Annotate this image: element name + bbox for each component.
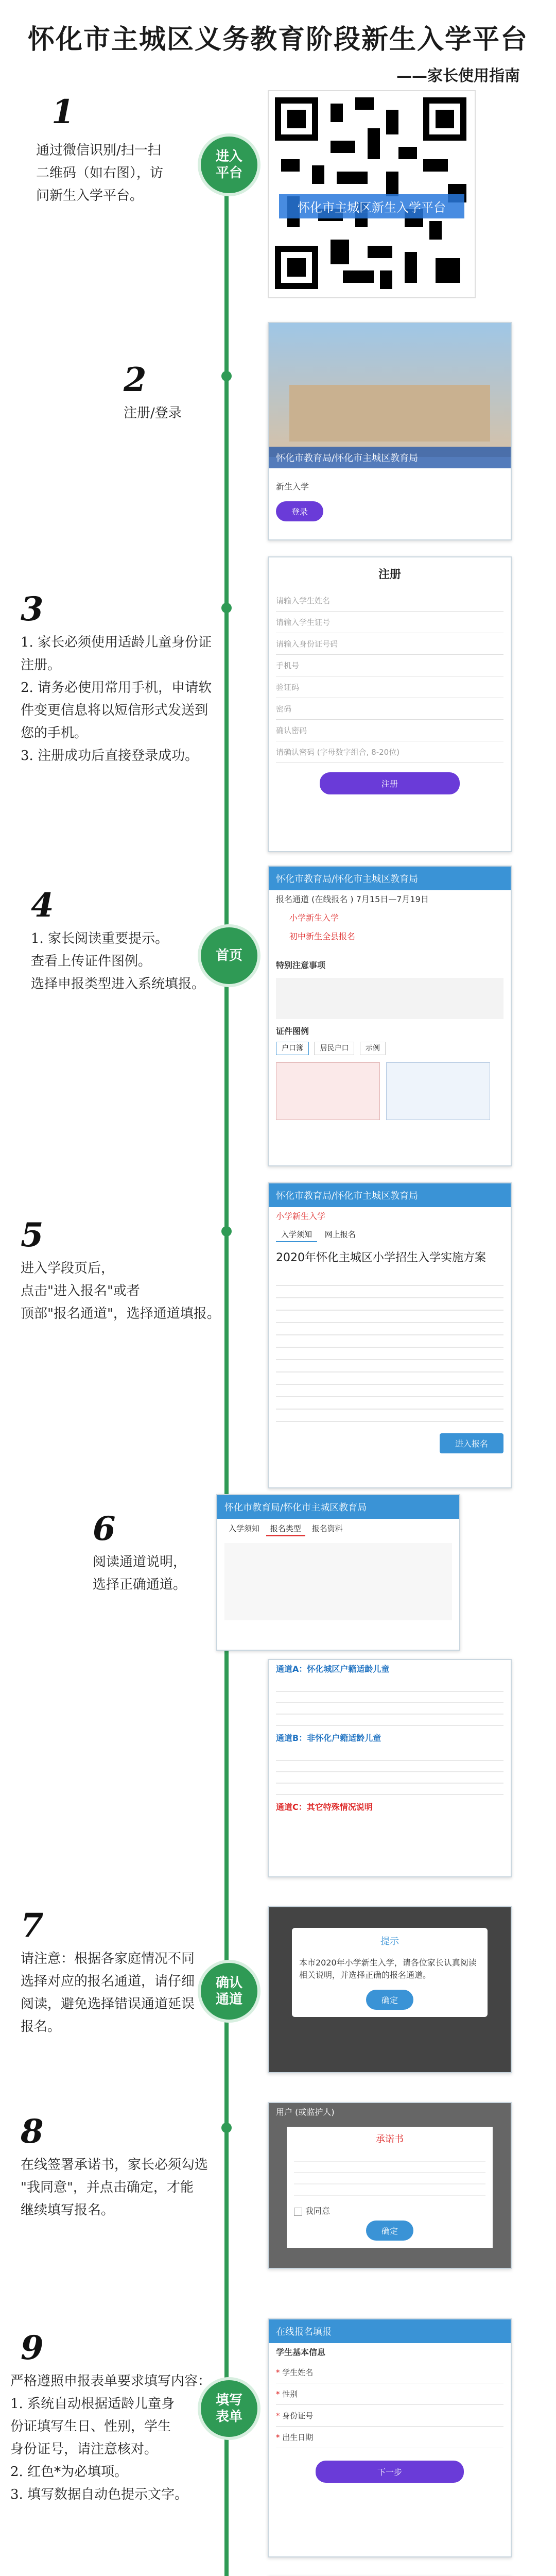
- home-tab-example[interactable]: 示例: [360, 1042, 386, 1055]
- promise-checkbox[interactable]: [294, 2208, 302, 2216]
- step-1-description: 通过微信识别/扫一扫 二维码（如右图），访 问新生入学平台。: [36, 143, 164, 204]
- step-4-number: 4: [31, 886, 54, 925]
- home-tab-resident[interactable]: 居民户口: [314, 1042, 354, 1055]
- promise-agree-label: 我同意: [305, 2206, 331, 2216]
- step-2-description: 注册/登录: [124, 405, 182, 421]
- screen-home: [268, 866, 512, 1166]
- promise-ok-button[interactable]: 确定: [366, 2221, 413, 2241]
- home-header: 怀化市教育局/怀化市主城区教育局: [269, 867, 511, 890]
- screen-register: [268, 556, 512, 852]
- doc-sample-2: [386, 1062, 490, 1120]
- step-3-dot: [221, 603, 232, 613]
- register-button[interactable]: 注册: [320, 772, 460, 794]
- qr-label: 怀化市主城区新生入学平台: [279, 194, 464, 218]
- stage-subtitle: 小学新生入学: [276, 1211, 326, 1221]
- step-6-description: 阅读通道说明， 选择正确通道。: [93, 1554, 187, 1592]
- step-6-number: 6: [93, 1510, 116, 1548]
- screen-channel-list: [268, 1659, 512, 1877]
- step-4-node: 首页: [201, 927, 257, 984]
- page-title: 怀化市主城区义务教育阶段新生入学平台: [27, 24, 528, 55]
- qr-code[interactable]: [268, 90, 476, 298]
- home-tab-hukou[interactable]: 户口簿: [276, 1042, 309, 1055]
- step-9-node: 填写 表单: [201, 2380, 257, 2437]
- home-channel-middle[interactable]: 初中新生全县报名: [289, 931, 356, 941]
- step-5-number: 5: [21, 1216, 44, 1255]
- channel-tab-notice[interactable]: 入学须知: [229, 1524, 260, 1533]
- screen-form: 在线报名填报 学生基本信息 * 学生姓名 * 性别 * 身份证号 * 出生日期 下一步: [268, 2318, 512, 2557]
- home-channel-label: 报名通道 (在线报名 ) 7月15日—7月19日: [276, 894, 429, 904]
- register-field-phone[interactable]: 手机号: [276, 655, 503, 676]
- register-field-hint: 请确认密码 (字母数字组合, 8-20位): [276, 741, 503, 763]
- register-title: 注册: [378, 568, 401, 581]
- screen-promise: [268, 2102, 512, 2269]
- confirm-text: 本市2020年小学新生入学，请各位家长认真阅读相关说明，并选择正确的报名通道。: [299, 1958, 477, 1980]
- channel-tab-body: [224, 1543, 452, 1620]
- step-9-description: 严格遵照申报表单要求填写内容： 1. 系统自动根据适龄儿童身 份证填写生日、性别，学生 身份证号，请注意核对。 2. 红色*为必填项。 3. 填写数据自动色提示文字。: [10, 2374, 212, 2502]
- step-5-dot: [221, 1226, 232, 1236]
- form-field-id[interactable]: 身份证号: [282, 2411, 314, 2420]
- screen-channel-confirm: [268, 1906, 512, 2073]
- screen-channel-tabs: [216, 1494, 460, 1651]
- step-9-number: 9: [21, 2329, 44, 2367]
- enter-apply-button[interactable]: 进入报名: [440, 1433, 503, 1453]
- step-7-description: 请注意：根据各家庭情况不同 选择对应的报名通道，请仔细 阅读，避免选择错误通道延误 报名。: [21, 1951, 195, 2035]
- form-field-gender[interactable]: 性别: [282, 2389, 298, 2399]
- step-1-node: 进入 平台: [201, 137, 257, 193]
- login-subtitle: 新生入学: [276, 482, 309, 492]
- step-8-description: 在线签署承诺书，家长必须勾选 "我同意"，并点击确定，才能 继续填写报名。: [21, 2157, 208, 2218]
- form-header: 在线报名填报: [269, 2319, 511, 2343]
- stage-tab-notice[interactable]: 入学须知: [276, 1228, 317, 1242]
- register-field-confirm[interactable]: 确认密码: [276, 720, 503, 741]
- step-7-node: 确认 通道: [201, 1963, 257, 2020]
- qr-code-icon: [269, 91, 473, 295]
- register-field-password[interactable]: 密码: [276, 698, 503, 720]
- register-field-name[interactable]: 请输入学生姓名: [276, 590, 503, 612]
- form-field-name[interactable]: 学生姓名: [282, 2368, 314, 2377]
- channel-item-a[interactable]: 通道A：怀化城区户籍适龄儿童: [276, 1664, 390, 1674]
- channel-header: 怀化市教育局/怀化市主城区教育局: [217, 1495, 459, 1519]
- timeline-line: [224, 155, 229, 2576]
- channel-item-b[interactable]: 通道B：非怀化户籍适龄儿童: [276, 1733, 381, 1743]
- step-3-number: 3: [21, 590, 44, 629]
- login-banner: 怀化市教育局/怀化市主城区教育局: [269, 447, 512, 468]
- confirm-dialog: [292, 1928, 488, 2017]
- step-1-number: 1: [51, 93, 75, 131]
- register-field-student-id[interactable]: 请输入学生证号: [276, 612, 503, 633]
- step-2-number: 2: [124, 361, 147, 399]
- register-field-id-card[interactable]: 请输入身份证号码: [276, 633, 503, 655]
- stage-header: 怀化市教育局/怀化市主城区教育局: [269, 1183, 511, 1207]
- form-field-birth[interactable]: 出生日期: [282, 2433, 314, 2442]
- confirm-ok-button[interactable]: 确定: [366, 1990, 413, 2010]
- confirm-title: 提示: [380, 1936, 399, 1947]
- channel-tab-type[interactable]: 报名类型: [266, 1522, 305, 1536]
- stage-tab-apply[interactable]: 网上报名: [324, 1230, 356, 1239]
- home-notice-body: [276, 978, 503, 1019]
- promise-title: 承诺书: [376, 2134, 404, 2145]
- doc-sample-1: [276, 1062, 380, 1120]
- screen-school-stage: [268, 1182, 512, 1488]
- step-4-description: 1. 家长阅读重要提示。 查看上传证件图例。 选择申报类型进入系统填报。: [31, 931, 205, 992]
- step-8-number: 8: [21, 2112, 44, 2151]
- channel-tab-materials[interactable]: 报名资料: [311, 1524, 343, 1533]
- promise-header: 用户 (或监护人): [276, 2107, 335, 2117]
- step-8-dot: [221, 2123, 232, 2133]
- step-3-description: 1. 家长必须使用适龄儿童身份证 注册。 2. 请务必使用常用手机，申请软 件变更信息将以短信形式发送到 您的手机。 3. 注册成功后直接登录成功。: [21, 635, 212, 764]
- screen-login: [268, 322, 512, 540]
- stage-article-body: [276, 1274, 503, 1428]
- home-notice-title: 特别注意事项: [276, 960, 326, 970]
- building-photo: [269, 323, 511, 457]
- form-next-button[interactable]: 下一步: [316, 2461, 464, 2483]
- channel-item-c[interactable]: 通道C：其它特殊情况说明: [276, 1802, 373, 1812]
- page-subtitle: ——家长使用指南: [396, 67, 520, 85]
- form-section-title: 学生基本信息: [276, 2347, 326, 2357]
- home-docs-title: 证件图例: [276, 1026, 309, 1036]
- step-5-description: 进入学段页后， 点击"进入报名"或者 顶部"报名通道"，选择通道填报。: [21, 1261, 220, 1321]
- register-field-code[interactable]: 验证码: [276, 676, 503, 698]
- step-2-dot: [221, 371, 232, 381]
- home-channel-primary[interactable]: 小学新生入学: [289, 913, 339, 923]
- promise-dialog: [287, 2127, 493, 2248]
- login-button[interactable]: 登录: [276, 501, 323, 521]
- stage-headline: 2020年怀化主城区小学招生入学实施方案: [276, 1251, 486, 1264]
- step-7-number: 7: [21, 1906, 44, 1945]
